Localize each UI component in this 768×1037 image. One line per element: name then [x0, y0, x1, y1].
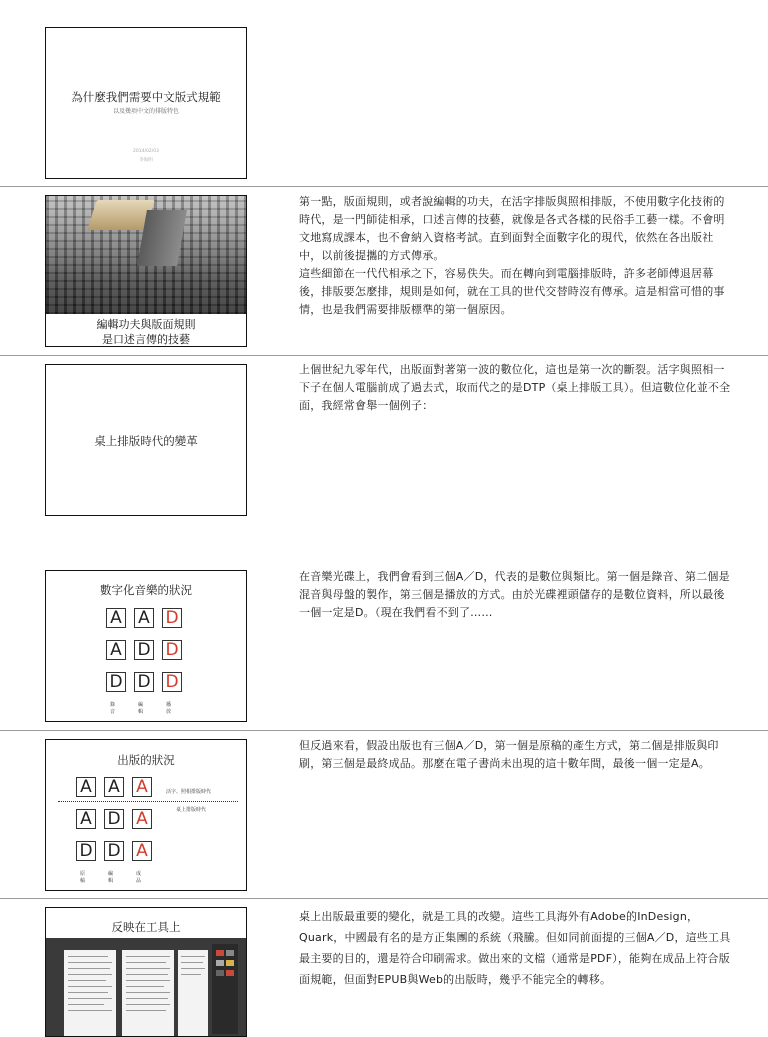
tool-panel: [212, 944, 238, 1034]
row-divider: [0, 186, 768, 187]
speaker-note-6: [299, 906, 735, 990]
column-label: 播放: [166, 702, 172, 715]
note-paragraph: 第一點，版面規則，或者說編輯的功夫，在活字排版與照相排版，不使用數字化技術的時代，是一門師徒相承，口述言傳的技藝，就像是各式各樣的民俗手工藝一樣。不會明文地寫成課本，也不會納入資格考試。直到面對全面數字化的現代，依然在各出版社中，以前後提攜的方式傳承。: [299, 195, 725, 262]
speaker-note-2: [299, 193, 735, 319]
ad-cell: A: [106, 608, 126, 628]
slide-author: 李海明: [139, 158, 153, 163]
ad-cell: D: [162, 672, 182, 692]
ad-cell: A: [132, 841, 152, 861]
ad-cell: D: [162, 640, 182, 660]
slide-caption: 編輯功夫與版面規則: [96, 318, 196, 331]
row-divider: [0, 898, 768, 899]
ad-cell: A: [132, 809, 152, 829]
slide-thumbnail-4[interactable]: [45, 570, 247, 722]
ad-cell: D: [76, 841, 96, 861]
slide-thumbnail-2[interactable]: [45, 195, 247, 347]
column-label: 原稿: [80, 871, 86, 884]
era-label-before: 活字、照相排版時代: [166, 789, 212, 795]
ad-cell: A: [134, 608, 154, 628]
ad-cell: D: [104, 841, 124, 861]
ad-cell: D: [134, 672, 154, 692]
column-label: 編輯: [138, 702, 144, 715]
ad-cell: A: [76, 777, 96, 797]
slide-caption: 是口述言傳的技藝: [102, 333, 190, 346]
note-paragraph: 但反過來看，假設出版也有三個A／D，第一個是原稿的產生方式，第二個是排版與印刷，第三個是最終成品。那麼在電子書尚未出現的這十數年間，最後一個一定是A。: [299, 739, 719, 770]
ad-cell: A: [132, 777, 152, 797]
row-divider: [0, 355, 768, 356]
speaker-note-4: [299, 568, 735, 622]
ad-cell: D: [134, 640, 154, 660]
ad-cell: D: [104, 809, 124, 829]
movable-type-photo: [46, 196, 246, 314]
slide-title: 數字化音樂的狀況: [100, 583, 192, 597]
ad-cell: A: [104, 777, 124, 797]
slide-title: 反映在工具上: [111, 920, 181, 934]
slide-date: 2014/02/03: [133, 149, 159, 154]
column-label: 成品: [136, 871, 142, 884]
speaker-note-3: [299, 361, 735, 415]
slide-thumbnail-6[interactable]: [45, 907, 247, 1037]
ad-cell: A: [76, 809, 96, 829]
speaker-note-5: [299, 737, 735, 773]
ad-cell: A: [106, 640, 126, 660]
slide-thumbnail-5[interactable]: [45, 739, 247, 891]
note-paragraph: 桌上出版最重要的變化，就是工具的改變。這些工具海外有Adobe的InDesign，Quark，中國最有名的是方正集團的系統（飛騰。但如同前面提的三個A／D，這些工具最主要的目的，還是符合印刷需求。做出來的文檔（通常是PDF），能夠在成品上符合版面規範，但面對EPUB與Web的出版時，幾乎不能完全的轉移。: [299, 910, 731, 986]
type-block: [137, 210, 187, 266]
era-label-after: 桌上排版時代: [176, 807, 207, 813]
note-paragraph: 上個世紀九零年代，出版面對著第一波的數位化，這也是第一次的斷裂。活字與照相一下子在個人電腦前成了過去式，取而代之的是DTP（桌上排版工具）。但這數位化並不全面，我經常會舉一個例子：: [299, 363, 731, 412]
ad-cell: D: [106, 672, 126, 692]
ad-cell: D: [162, 608, 182, 628]
era-divider: [58, 801, 238, 802]
slide-title: 桌上排版時代的變革: [94, 434, 198, 448]
column-label: 編輯: [108, 871, 114, 884]
slide-title: 為什麼我們需要中文版式規範: [71, 90, 221, 104]
slide-subtitle: 以及幾項中文的排版特色: [112, 108, 179, 115]
column-label: 錄音: [110, 702, 116, 715]
slide-thumbnail-3[interactable]: [45, 364, 247, 516]
slide-thumbnail-1[interactable]: [45, 27, 247, 179]
note-paragraph: 這些細節在一代代相承之下，容易佚失。而在轉向到電腦排版時，許多老師傅退居幕後，排版要怎麼排，規則是如何，就在工具的世代交替時沒有傳承。這是相當可惜的事情，也是我們需要排版標準的第一個原因。: [299, 267, 725, 316]
note-paragraph: 在音樂光碟上，我們會看到三個A／D，代表的是數位與類比。第一個是錄音、第二個是混音與母盤的製作，第三個是播放的方式。由於光碟裡頭儲存的是數位資料，所以最後一個一定是D。（現在我們看不到了……: [299, 570, 730, 619]
row-divider: [0, 730, 768, 731]
slide-title: 出版的狀況: [117, 753, 175, 767]
